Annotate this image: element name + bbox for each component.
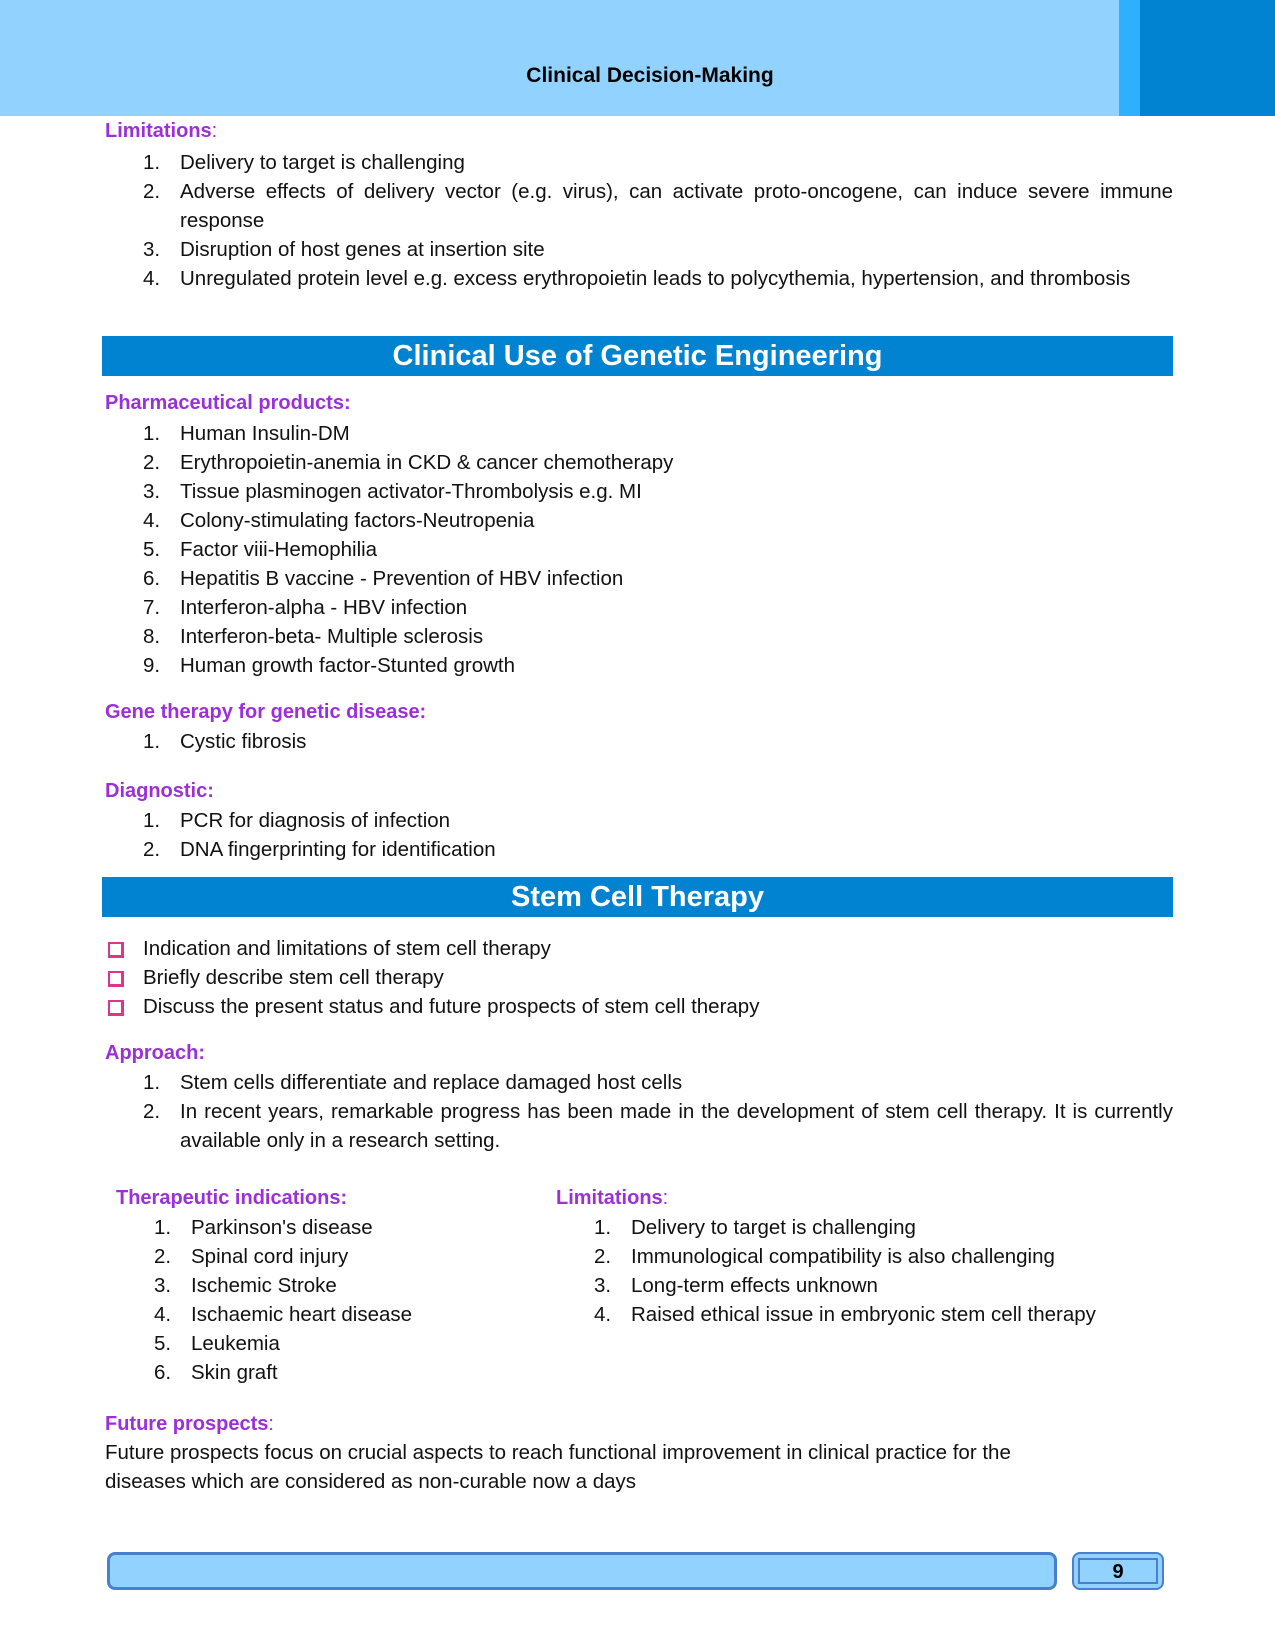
header-stripe-dark [1140,0,1275,116]
limitations-heading-text: Limitations [105,120,212,142]
list-item: 8. Interferon-beta- Multiple sclerosis [143,625,484,648]
gene-therapy-heading: Gene therapy for genetic disease: [105,701,427,723]
list-item: 1. Human Insulin-DM [143,422,350,445]
gene-therapy-limitations-list [143,148,1173,293]
page-number-box [1072,1552,1164,1590]
list-item: 5. Leukemia [154,1332,280,1355]
list-item: 1. Delivery to target is challenging [143,151,465,174]
list-item: 7. Interferon-alpha - HBV infection [143,596,468,619]
list-item: 1. Parkinson's disease [154,1216,373,1239]
list-item: 1. PCR for diagnosis of infection [143,809,451,832]
gene-therapy-list [143,727,1173,756]
approach-list [143,1068,1173,1155]
list-item: 2. Immunological compatibility is also challenging [594,1245,1055,1268]
list-item: 1. Stem cells differentiate and replace damaged host cells [143,1071,683,1094]
list-item: 4. Colony-stimulating factors-Neutropenia [143,509,535,532]
therapeutic-indications-heading: Therapeutic indications: [116,1187,348,1209]
list-item: 2. Adverse effects of delivery vector (e.g. virus), can activate proto-oncogene, can induce severe immune response [143,180,1173,232]
diagnostic-heading: Diagnostic: [105,780,214,802]
future-prospects-text: Future prospects focus on crucial aspects to reach functional improvement in clinical practice for the diseases which are considered as non-curable now a days [105,1441,1011,1493]
list-item: 3. Long-term effects unknown [594,1274,878,1297]
list-item: 5. Factor viii-Hemophilia [143,538,378,561]
checkbox-bullet-icon [108,942,124,958]
section-band-genetic-engineering: Clinical Use of Genetic Engineering [102,336,1173,376]
future-prospects-heading: Future prospects: [105,1413,274,1435]
approach-heading: Approach: [105,1042,205,1064]
list-item: 4. Ischaemic heart disease [154,1303,413,1326]
list-item: 2. Erythropoietin-anemia in CKD & cancer chemotherapy [143,451,674,474]
list-item: 4. Raised ethical issue in embryonic stem cell therapy [594,1303,1096,1326]
footer-bar [107,1552,1057,1590]
stem-cell-limitations-list [594,1213,1174,1329]
checkbox-bullet-icon [108,1000,124,1016]
section-band-stem-cell: Stem Cell Therapy [102,877,1173,917]
list-item: 6. Skin graft [154,1361,278,1384]
future-prospects-heading-text: Future prospects [105,1413,269,1435]
diagnostic-list [143,806,1173,864]
pharmaceutical-heading: Pharmaceutical products: [105,392,351,414]
list-item: 2. In recent years, remarkable progress has been made in the development of stem cell therapy. It is currently available only in a research setting. [143,1100,1173,1152]
list-item: 3. Tissue plasminogen activator-Thrombolysis e.g. MI [143,480,642,503]
list-item: 2. DNA fingerprinting for identification [143,838,496,861]
page-number: 9 [1078,1558,1158,1584]
checkbox-bullet-icon [108,971,124,987]
list-item: 9. Human growth factor-Stunted growth [143,654,515,677]
list-item: 6. Hepatitis B vaccine - Prevention of HBV infection [143,567,624,590]
list-item: 2. Spinal cord injury [154,1245,349,1268]
pharmaceutical-list [143,419,1173,680]
list-item: 1. Delivery to target is challenging [594,1216,916,1239]
stem-cell-limitations-heading-text: Limitations [556,1187,663,1209]
stem-cell-limitations-heading: Limitations: [556,1187,669,1209]
list-item: 1. Cystic fibrosis [143,730,307,753]
list-item: 3. Disruption of host genes at insertion site [143,238,545,261]
list-item: 4. Unregulated protein level e.g. excess erythropoietin leads to polycythemia, hypertension, and thrombosis [143,267,1131,290]
header-stripe-light [1119,0,1140,116]
list-item: 3. Ischemic Stroke [154,1274,337,1297]
running-title: Clinical Decision-Making [526,64,774,87]
limitations-heading: Limitations: [105,120,218,142]
therapeutic-indications-list [154,1213,534,1387]
page-header [0,0,1275,116]
